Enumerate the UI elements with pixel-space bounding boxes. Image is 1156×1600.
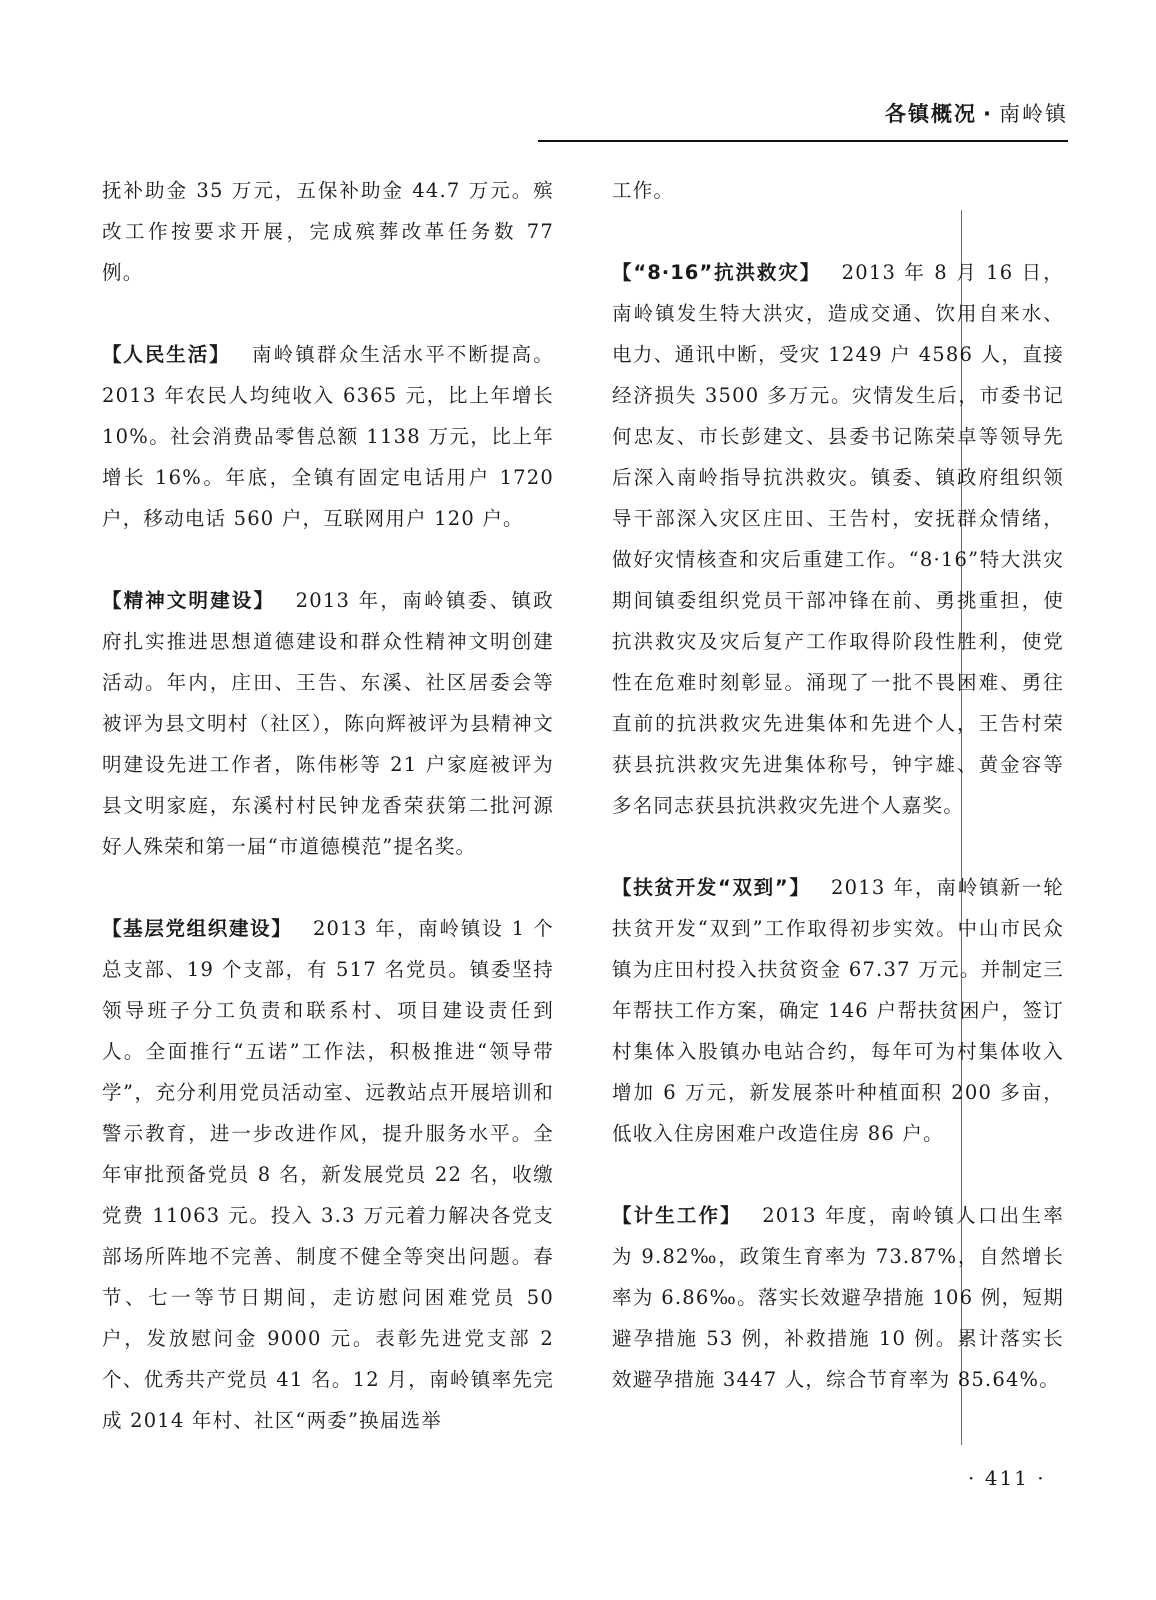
left-paragraph-1 bbox=[102, 170, 554, 293]
section-label: 【计生工作】 bbox=[612, 1204, 742, 1227]
header-section: 各镇概况 bbox=[885, 102, 978, 126]
section-label: 【基层党组织建设】 bbox=[102, 917, 293, 940]
page-number: · 411 · bbox=[968, 1466, 1046, 1490]
section-label: 【精神文明建设】 bbox=[102, 589, 276, 612]
paragraph-text: 2013 年，南岭镇新一轮扶贫开发“双到”工作取得初步实效。中山市民众镇为庄田村投入扶贫资金 67.37 万元。并制定三年帮扶工作方案，确定 146 户帮扶贫困户，签订村集体入股镇办电站合约，每年可为村集体收入增加 6 万元，新发展茶叶种植面积 200 多亩，低收入住房困难户改造住房 86 户。 bbox=[612, 876, 1064, 1145]
left-paragraph-2 bbox=[102, 334, 554, 539]
paragraph-text: 2013 年，南岭镇设 1 个总支部、19 个支部，有 517 名党员。镇委坚持领导班子分工负责和联系村、项目建设责任到人。全面推行“五诺”工作法，积极推进“领导带学”，充分利用党员活动室、远教站点开展培训和警示教育，进一步改进作风，提升服务水平。全年审批预备党员 8 名，新发展党员 22 名，收缴党费 11063 元。投入 3.3 万元着力解决各党支部场所阵地不完善、制度不健全等突出问题。春节、七一等节日期间，走访慰问困难党员 50 户，发放慰问金 9000 元。表彰先进党支部 2 个、优秀共产党员 41 名。12 月，南岭镇率先完成 2014 年村、社区“两委”换届选举 bbox=[102, 917, 554, 1432]
running-header bbox=[885, 98, 1068, 128]
paragraph-text: 南岭镇群众生活水平不断提高。2013 年农民人均纯收入 6365 元，比上年增长 10%。社会消费品零售总额 1138 万元，比上年增长 16%。年底，全镇有固定电话用户 1720 户，移动电话 560 户，互联网用户 120 户。 bbox=[102, 343, 554, 530]
section-label: 【扶贫开发“双到”】 bbox=[612, 876, 811, 899]
header-town: 南岭镇 bbox=[999, 102, 1068, 126]
right-paragraph-2 bbox=[612, 252, 1064, 826]
right-paragraph-3 bbox=[612, 867, 1064, 1154]
left-column bbox=[102, 170, 554, 1441]
header-rule bbox=[538, 140, 1068, 142]
section-label: 【人民生活】 bbox=[102, 343, 231, 366]
paragraph-text: 2013 年 8 月 16 日，南岭镇发生特大洪灾，造成交通、饮用自来水、电力、通讯中断，受灾 1249 户 4586 人，直接经济损失 3500 多万元。灾情发生后，市委书记何忠友、市长彭建文、县委书记陈荣卓等领导先后深入南岭指导抗洪救灾。镇委、镇政府组织领导干部深入灾区庄田、王告村，安抚群众情绪，做好灾情核查和灾后重建工作。“8·16”特大洪灾期间镇委组织党员干部冲锋在前、勇挑重担，使抗洪救灾及灾后复产工作取得阶段性胜利，使党性在危难时刻彰显。涌现了一批不畏困难、勇往直前的抗洪救灾先进集体和先进个人，王告村荣获县抗洪救灾先进集体称号，钟宇雄、黄金容等多名同志获县抗洪救灾先进个人嘉奖。 bbox=[612, 261, 1064, 817]
section-label: 【“8·16”抗洪救灾】 bbox=[612, 261, 822, 284]
header-separator: · bbox=[983, 102, 993, 126]
paragraph-text: 2013 年，南岭镇委、镇政府扎实推进思想道德建设和群众性精神文明创建活动。年内，庄田、王告、东溪、社区居委会等被评为县文明村（社区），陈向辉被评为县精神文明建设先进工作者，陈伟彬等 21 户家庭被评为县文明家庭，东溪村村民钟龙香荣获第二批河源好人殊荣和第一届“市道德模范”提名奖。 bbox=[102, 589, 554, 858]
paragraph-text: 2013 年度，南岭镇人口出生率为 9.82‰，政策生育率为 73.87%，自然增长率为 6.86‰。落实长效避孕措施 106 例，短期避孕措施 53 例，补救措施 10 例。累计落实长效避孕措施 3447 人，综合节育率为 85.64%。 bbox=[612, 1204, 1064, 1391]
right-column bbox=[612, 170, 1064, 1400]
left-paragraph-4 bbox=[102, 908, 554, 1441]
left-paragraph-3 bbox=[102, 580, 554, 867]
right-paragraph-4 bbox=[612, 1195, 1064, 1400]
right-paragraph-1 bbox=[612, 170, 1064, 211]
paragraph-text: 工作。 bbox=[612, 179, 675, 202]
paragraph-text: 抚补助金 35 万元，五保补助金 44.7 万元。殡改工作按要求开展，完成殡葬改革任务数 77 例。 bbox=[102, 179, 554, 284]
